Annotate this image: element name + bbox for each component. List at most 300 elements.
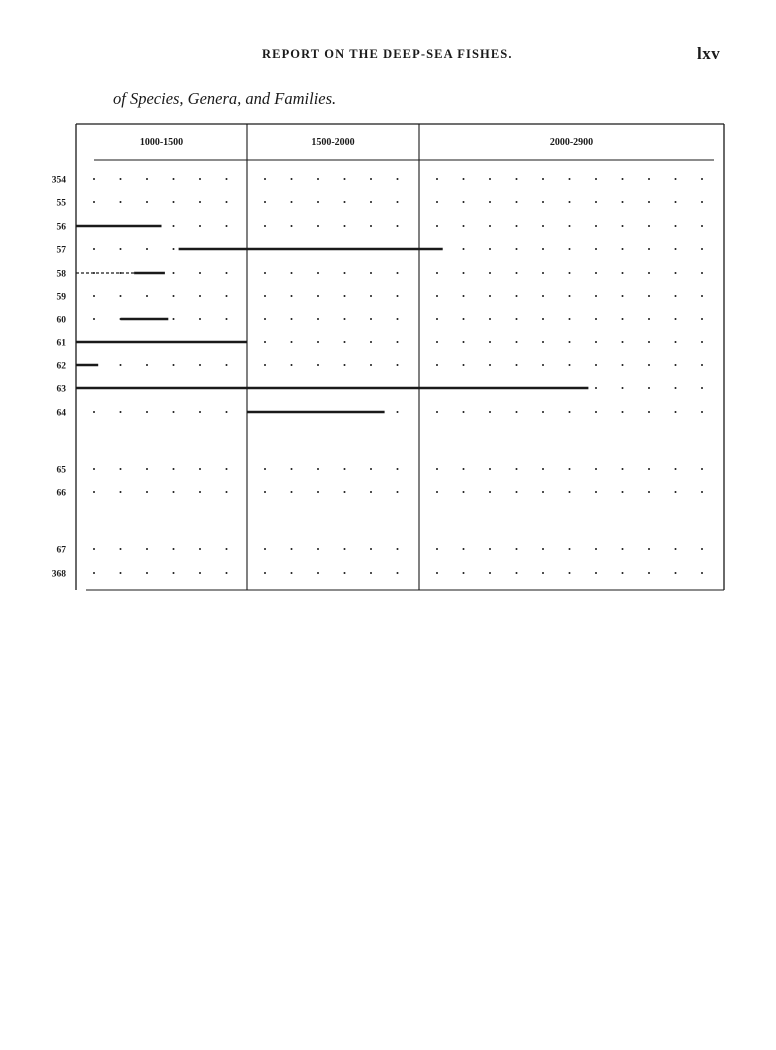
dot-leader — [516, 225, 518, 227]
dot-leader — [542, 318, 544, 320]
dot-leader — [622, 341, 624, 343]
dot-leader — [648, 364, 650, 366]
dot-leader — [622, 411, 624, 413]
dot-leader — [93, 318, 95, 320]
dot-leader — [648, 468, 650, 470]
dot-leader — [463, 364, 465, 366]
row-label: 61 — [56, 338, 66, 349]
row-label: 60 — [56, 315, 66, 326]
dot-leader — [516, 572, 518, 574]
dot-leader — [542, 225, 544, 227]
dot-leader — [622, 248, 624, 250]
dot-leader — [317, 341, 319, 343]
running-title: REPORT ON THE DEEP-SEA FISHES. — [262, 47, 513, 61]
dot-leader — [199, 178, 201, 180]
dot-leader — [701, 341, 703, 343]
dot-leader — [648, 341, 650, 343]
dot-leader — [199, 201, 201, 203]
dot-leader — [120, 491, 122, 493]
dot-leader — [701, 318, 703, 320]
dot-leader — [701, 225, 703, 227]
dot-leader — [370, 272, 372, 274]
dot-leader — [317, 491, 319, 493]
dot-leader — [264, 364, 266, 366]
dot-leader — [648, 248, 650, 250]
dot-leader — [542, 201, 544, 203]
dot-leader — [370, 572, 372, 574]
dot-leader — [701, 548, 703, 550]
dot-leader — [397, 225, 399, 227]
dot-leader — [226, 548, 228, 550]
dot-leader — [226, 411, 228, 413]
dot-leader — [264, 201, 266, 203]
dot-leader — [291, 201, 293, 203]
dot-leader — [370, 468, 372, 470]
dot-leader — [199, 548, 201, 550]
dot-leader — [701, 491, 703, 493]
row-label: 56 — [56, 222, 66, 233]
dot-leader — [516, 468, 518, 470]
dot-leader — [622, 364, 624, 366]
dot-leader — [595, 387, 597, 389]
dot-leader — [199, 225, 201, 227]
dot-leader — [675, 411, 677, 413]
dot-leader — [701, 201, 703, 203]
dot-leader — [291, 318, 293, 320]
dot-leader — [344, 364, 346, 366]
dot-leader — [291, 341, 293, 343]
dot-leader — [317, 201, 319, 203]
dot-leader — [675, 318, 677, 320]
dot-leader — [701, 248, 703, 250]
dot-leader — [542, 491, 544, 493]
dot-leader — [569, 548, 571, 550]
dot-leader — [516, 318, 518, 320]
dot-leader — [370, 225, 372, 227]
dot-leader — [317, 364, 319, 366]
dot-leader — [516, 364, 518, 366]
dot-leader — [120, 572, 122, 574]
dot-leader — [595, 468, 597, 470]
dot-leader — [226, 468, 228, 470]
dot-leader — [120, 364, 122, 366]
dot-leader — [199, 491, 201, 493]
dot-leader — [701, 272, 703, 274]
dot-leader — [93, 468, 95, 470]
row-label: 57 — [56, 245, 66, 256]
dot-leader — [291, 468, 293, 470]
dot-leader — [701, 468, 703, 470]
dot-leader — [569, 295, 571, 297]
dot-leader — [569, 341, 571, 343]
dot-leader — [146, 364, 148, 366]
dot-leader — [595, 548, 597, 550]
dot-leader — [370, 364, 372, 366]
dot-leader — [397, 411, 399, 413]
dot-leader — [397, 468, 399, 470]
dot-leader — [595, 225, 597, 227]
dot-leader — [146, 548, 148, 550]
dot-leader — [675, 178, 677, 180]
dot-leader — [463, 468, 465, 470]
dot-leader — [397, 201, 399, 203]
row-label: 354 — [51, 175, 66, 186]
dot-leader — [489, 364, 491, 366]
dot-leader — [120, 201, 122, 203]
dot-leader — [675, 248, 677, 250]
dot-leader — [701, 178, 703, 180]
dot-leader — [463, 548, 465, 550]
dot-leader — [675, 548, 677, 550]
dot-leader — [370, 491, 372, 493]
dot-leader — [595, 572, 597, 574]
dot-leader — [569, 248, 571, 250]
dot-leader — [291, 548, 293, 550]
dot-leader — [489, 491, 491, 493]
dot-leader — [226, 225, 228, 227]
dot-leader — [622, 178, 624, 180]
dot-leader — [463, 248, 465, 250]
dot-leader — [344, 572, 346, 574]
dot-leader — [146, 572, 148, 574]
dot-leader — [463, 295, 465, 297]
dot-leader — [344, 491, 346, 493]
row-label: 62 — [56, 361, 66, 372]
row-label: 55 — [56, 198, 66, 209]
dot-leader — [542, 295, 544, 297]
dot-leader — [701, 295, 703, 297]
dot-leader — [397, 295, 399, 297]
dot-leader — [595, 248, 597, 250]
dot-leader — [120, 178, 122, 180]
dot-leader — [595, 178, 597, 180]
dot-leader — [344, 468, 346, 470]
dot-leader — [489, 178, 491, 180]
dot-leader — [146, 178, 148, 180]
dot-leader — [569, 491, 571, 493]
dot-leader — [291, 272, 293, 274]
dot-leader — [436, 178, 438, 180]
dot-leader — [436, 341, 438, 343]
table-subtitle: of Species, Genera, and Families. — [113, 89, 337, 108]
dot-leader — [317, 572, 319, 574]
dot-leader — [226, 201, 228, 203]
dot-leader — [264, 572, 266, 574]
dot-leader — [173, 468, 175, 470]
dot-leader — [291, 572, 293, 574]
dot-leader — [569, 572, 571, 574]
dot-leader — [675, 572, 677, 574]
dot-leader — [595, 295, 597, 297]
dot-leader — [622, 572, 624, 574]
dot-leader — [173, 201, 175, 203]
row-label: 64 — [56, 408, 66, 419]
dot-leader — [344, 272, 346, 274]
dot-leader — [173, 272, 175, 274]
dot-leader — [436, 364, 438, 366]
row-label: 66 — [56, 488, 66, 499]
dot-leader — [226, 572, 228, 574]
dot-leader — [675, 272, 677, 274]
column-header: 2000-2900 — [549, 137, 594, 148]
dot-leader — [146, 468, 148, 470]
dot-leader — [317, 318, 319, 320]
dot-leader — [173, 491, 175, 493]
row-label: 67 — [56, 545, 66, 556]
dot-leader — [370, 548, 372, 550]
dot-leader — [120, 411, 122, 413]
dot-leader — [648, 178, 650, 180]
dot-leader — [569, 411, 571, 413]
dot-leader — [701, 411, 703, 413]
dot-leader — [463, 272, 465, 274]
dot-leader — [436, 491, 438, 493]
dot-leader — [569, 225, 571, 227]
dot-leader — [622, 295, 624, 297]
dot-leader — [595, 272, 597, 274]
dot-leader — [569, 178, 571, 180]
dot-leader — [516, 248, 518, 250]
dot-leader — [595, 201, 597, 203]
dot-leader — [622, 491, 624, 493]
dot-leader — [463, 225, 465, 227]
dot-leader — [648, 548, 650, 550]
dot-leader — [622, 201, 624, 203]
dot-leader — [344, 341, 346, 343]
dot-leader — [622, 272, 624, 274]
dot-leader — [93, 248, 95, 250]
dot-leader — [93, 201, 95, 203]
dot-leader — [595, 491, 597, 493]
dot-leader — [120, 548, 122, 550]
dot-leader — [370, 201, 372, 203]
dot-leader — [199, 364, 201, 366]
dot-leader — [199, 411, 201, 413]
dot-leader — [317, 272, 319, 274]
dot-leader — [317, 178, 319, 180]
dot-leader — [291, 178, 293, 180]
dot-leader — [226, 295, 228, 297]
dot-leader — [93, 572, 95, 574]
dot-leader — [648, 411, 650, 413]
column-header: 1000-1500 — [139, 137, 184, 148]
dot-leader — [622, 548, 624, 550]
dot-leader — [569, 468, 571, 470]
dot-leader — [463, 491, 465, 493]
row-label: 59 — [56, 292, 66, 303]
dot-leader — [93, 411, 95, 413]
dot-leader — [542, 468, 544, 470]
dot-leader — [516, 201, 518, 203]
dot-leader — [436, 411, 438, 413]
dot-leader — [146, 201, 148, 203]
dot-leader — [648, 295, 650, 297]
dot-leader — [569, 364, 571, 366]
dot-leader — [648, 387, 650, 389]
dot-leader — [675, 468, 677, 470]
dot-leader — [317, 295, 319, 297]
dot-leader — [344, 201, 346, 203]
dot-leader — [489, 201, 491, 203]
dot-leader — [648, 318, 650, 320]
dot-leader — [463, 178, 465, 180]
dot-leader — [542, 548, 544, 550]
dot-leader — [173, 248, 175, 250]
dot-leader — [701, 364, 703, 366]
dot-leader — [264, 272, 266, 274]
dot-leader — [542, 178, 544, 180]
dot-leader — [542, 341, 544, 343]
dot-leader — [344, 295, 346, 297]
dot-leader — [226, 272, 228, 274]
dot-leader — [516, 411, 518, 413]
dot-leader — [569, 201, 571, 203]
dot-leader — [622, 318, 624, 320]
dot-leader — [226, 318, 228, 320]
dot-leader — [397, 572, 399, 574]
dot-leader — [436, 201, 438, 203]
dot-leader — [173, 364, 175, 366]
dot-leader — [675, 225, 677, 227]
row-label: 63 — [56, 384, 66, 395]
dot-leader — [675, 364, 677, 366]
dot-leader — [436, 295, 438, 297]
dot-leader — [199, 295, 201, 297]
dot-leader — [199, 272, 201, 274]
dot-leader — [344, 225, 346, 227]
dot-leader — [516, 548, 518, 550]
dot-leader — [173, 572, 175, 574]
dot-leader — [93, 295, 95, 297]
dot-leader — [489, 318, 491, 320]
dot-leader — [516, 272, 518, 274]
dot-leader — [463, 411, 465, 413]
dot-leader — [199, 572, 201, 574]
dot-leader — [264, 225, 266, 227]
dot-leader — [542, 411, 544, 413]
dot-leader — [397, 318, 399, 320]
dot-leader — [146, 491, 148, 493]
dot-leader — [226, 178, 228, 180]
dot-leader — [397, 341, 399, 343]
dot-leader — [569, 272, 571, 274]
dot-leader — [675, 201, 677, 203]
dot-leader — [173, 295, 175, 297]
dot-leader — [595, 341, 597, 343]
dot-leader — [226, 364, 228, 366]
dot-leader — [344, 318, 346, 320]
dot-leader — [542, 272, 544, 274]
dot-leader — [317, 468, 319, 470]
dot-leader — [436, 468, 438, 470]
dot-leader — [264, 468, 266, 470]
dot-leader — [436, 548, 438, 550]
dot-leader — [173, 178, 175, 180]
dot-leader — [622, 387, 624, 389]
dot-leader — [370, 295, 372, 297]
dot-leader — [595, 364, 597, 366]
dot-leader — [595, 318, 597, 320]
dot-leader — [489, 295, 491, 297]
dot-leader — [397, 491, 399, 493]
dot-leader — [173, 548, 175, 550]
dot-leader — [397, 548, 399, 550]
dot-leader — [463, 572, 465, 574]
dot-leader — [93, 548, 95, 550]
dot-leader — [397, 178, 399, 180]
dot-leader — [436, 225, 438, 227]
dot-leader — [489, 248, 491, 250]
dot-leader — [226, 491, 228, 493]
dot-leader — [264, 548, 266, 550]
dot-leader — [542, 248, 544, 250]
dot-leader — [489, 572, 491, 574]
dot-leader — [516, 178, 518, 180]
dot-leader — [264, 295, 266, 297]
dot-leader — [291, 225, 293, 227]
dot-leader — [569, 318, 571, 320]
dot-leader — [489, 272, 491, 274]
dot-leader — [173, 318, 175, 320]
dot-leader — [397, 272, 399, 274]
dot-leader — [436, 318, 438, 320]
dot-leader — [173, 225, 175, 227]
dot-leader — [542, 364, 544, 366]
dot-leader — [489, 548, 491, 550]
dot-leader — [489, 468, 491, 470]
row-label: 368 — [51, 569, 66, 580]
dot-leader — [370, 178, 372, 180]
dot-leader — [370, 341, 372, 343]
dot-leader — [370, 318, 372, 320]
dot-leader — [542, 572, 544, 574]
dot-leader — [120, 248, 122, 250]
dot-leader — [622, 468, 624, 470]
dot-leader — [120, 295, 122, 297]
dot-leader — [264, 491, 266, 493]
dot-leader — [317, 548, 319, 550]
dot-leader — [199, 468, 201, 470]
dot-leader — [291, 364, 293, 366]
dot-leader — [675, 387, 677, 389]
dot-leader — [463, 318, 465, 320]
dot-leader — [463, 201, 465, 203]
dot-leader — [489, 225, 491, 227]
dot-leader — [648, 572, 650, 574]
dot-leader — [146, 248, 148, 250]
dot-leader — [648, 225, 650, 227]
dot-leader — [264, 318, 266, 320]
column-header: 1500-2000 — [311, 137, 355, 148]
dot-leader — [675, 491, 677, 493]
dot-leader — [516, 341, 518, 343]
dot-leader — [436, 272, 438, 274]
dot-leader — [93, 491, 95, 493]
dot-leader — [264, 178, 266, 180]
dot-leader — [675, 341, 677, 343]
dot-leader — [436, 572, 438, 574]
dot-leader — [701, 387, 703, 389]
dot-leader — [93, 178, 95, 180]
dot-leader — [648, 272, 650, 274]
dot-leader — [291, 491, 293, 493]
dot-leader — [489, 341, 491, 343]
row-label: 65 — [56, 465, 66, 476]
dot-leader — [264, 341, 266, 343]
dot-leader — [344, 178, 346, 180]
dot-leader — [516, 295, 518, 297]
dot-leader — [291, 295, 293, 297]
